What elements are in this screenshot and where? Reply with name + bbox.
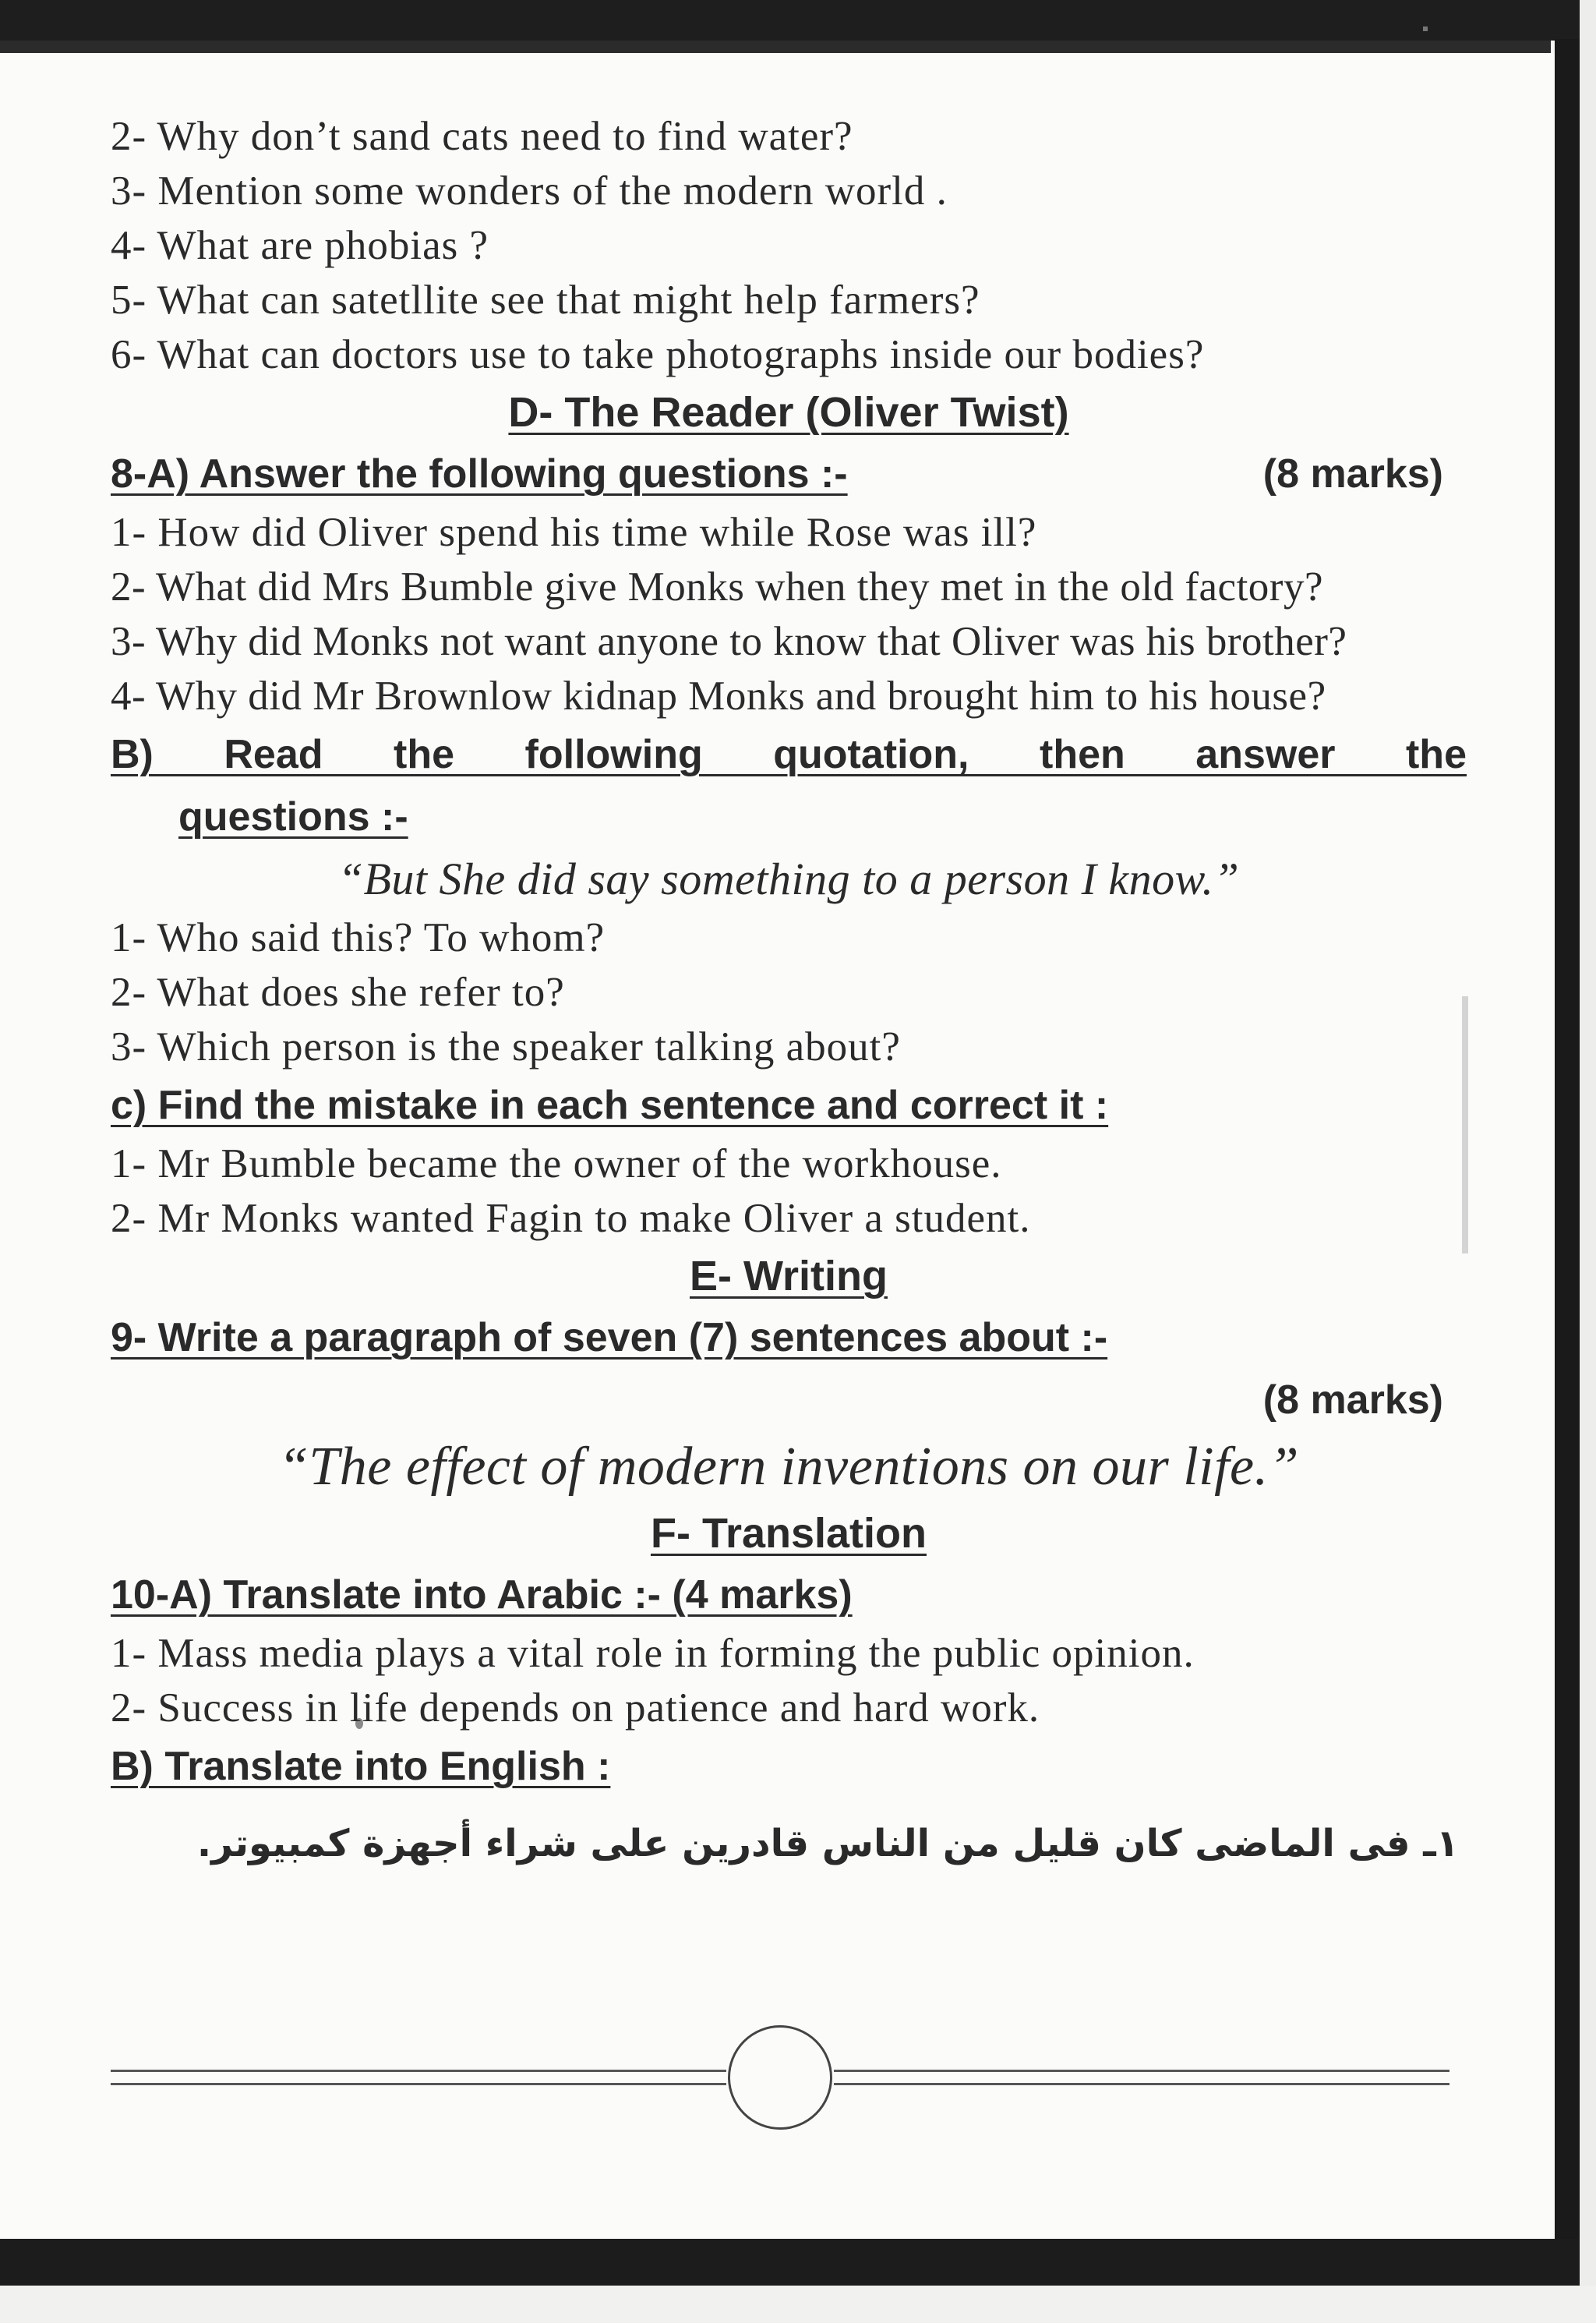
section-f-title (111, 1503, 1467, 1564)
right-border-bar (1555, 39, 1580, 2245)
question-8b-heading-line1: B) Read the following quotation, then answer the (111, 732, 1467, 777)
question-item: 2- Why don’t sand cats need to find water? (111, 114, 853, 159)
exam-content (111, 109, 1467, 1916)
questions-list-8b (111, 910, 1467, 1074)
questions-list-8a (111, 505, 1467, 723)
section-f-title-text: F- Translation (650, 1510, 927, 1557)
question-8a-heading-text: 8-A) Answer the following questions :- (111, 451, 848, 497)
question-item: 5- What can satetllite see that might help farmers? (111, 278, 980, 323)
page-number-circle (728, 2025, 832, 2130)
question-8c-heading (111, 1074, 1467, 1137)
bottom-border-bar (0, 2239, 1580, 2286)
question-item: 1- How did Oliver spend his time while Rose was ill? (111, 510, 1037, 555)
footer-rule-right (834, 2070, 1449, 2085)
question-item: 3- Mention some wonders of the modern world . (111, 168, 948, 214)
section-d-title (111, 382, 1467, 443)
question-item: 2- What did Mrs Bumble give Monks when they met in the old factory? (111, 564, 1323, 610)
section-e-title (111, 1246, 1467, 1306)
question-9-heading (111, 1306, 1467, 1369)
top-border-bar (0, 0, 1596, 41)
question-item: 4- Why did Mr Brownlow kidnap Monks and brought him to his house? (111, 674, 1326, 719)
question-8c-heading-text: c) Find the mistake in each sentence and correct it : (111, 1083, 1109, 1128)
question-8a-heading (111, 443, 1467, 505)
sentence-item: 1- Mass media plays a vital role in forming the public opinion. (111, 1631, 1195, 1676)
quotation: “But She did say something to a person I know.” (337, 854, 1240, 904)
question-8b-heading (111, 723, 1467, 786)
arabic-sentence: ١ـ فى الماضى كان قليل من الناس قادرين على شراء أجهزة كمبيوتر. (196, 1822, 1459, 1865)
question-10b-heading-text: B) Translate into English : (111, 1744, 611, 1789)
right-page-edge (1580, 0, 1596, 2323)
question-item: 3- Which person is the speaker talking about? (111, 1024, 901, 1070)
question-8b-heading-cont (111, 786, 1467, 848)
writing-topic: “The effect of modern inventions on our life.” (277, 1437, 1300, 1497)
questions-list-c (111, 109, 1467, 382)
marks-label: (8 marks) (1262, 1377, 1443, 1423)
question-10b-heading (111, 1735, 1467, 1798)
question-item: 1- Who said this? To whom? (111, 915, 606, 960)
bottom-page-edge (0, 2286, 1596, 2323)
sentences-list-8c (111, 1137, 1467, 1246)
question-item: 4- What are phobias ? (111, 223, 489, 268)
question-item: 3- Why did Monks not want anyone to know that Oliver was his brother? (111, 619, 1347, 664)
section-e-title-text: E- Writing (690, 1253, 888, 1299)
question-10a-heading (111, 1564, 1467, 1626)
section-d-title-text: D- The Reader (Oliver Twist) (508, 389, 1069, 436)
footer-rule-left (111, 2070, 726, 2085)
question-item: 2- What does she refer to? (111, 970, 565, 1015)
question-item: 6- What can doctors use to take photographs inside our bodies? (111, 332, 1205, 377)
question-9-heading-text: 9- Write a paragraph of seven (7) sentences about :- (111, 1315, 1108, 1360)
sentences-list-10a (111, 1626, 1467, 1735)
question-10a-heading-text: 10-A) Translate into Arabic :- (4 marks) (111, 1572, 853, 1618)
top-border-shadow (0, 41, 1551, 53)
marks-label: (8 marks) (1262, 451, 1443, 497)
sentence-item: 2- Success in life depends on patience and hard work. (111, 1685, 1040, 1731)
sentence-item: 1- Mr Bumble became the owner of the workhouse. (111, 1141, 1002, 1186)
scan-dot (1423, 27, 1428, 31)
question-8b-heading-line2: questions :- (178, 794, 408, 840)
sentence-item: 2- Mr Monks wanted Fagin to make Oliver a student. (111, 1196, 1031, 1241)
